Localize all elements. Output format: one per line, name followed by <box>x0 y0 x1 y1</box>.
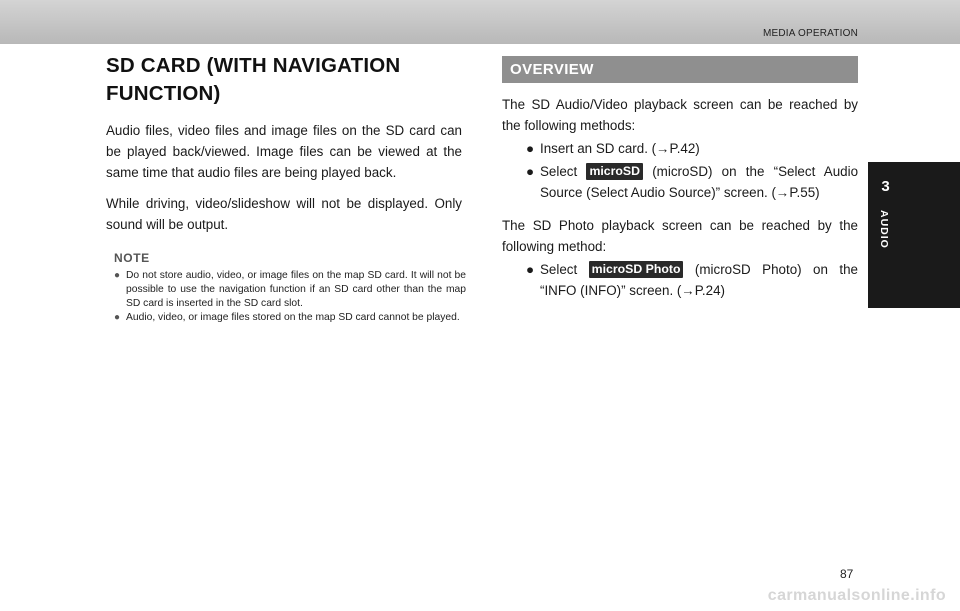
list-item-suffix: (microSD) on the “Select Audio Source (Select Audio Source)” screen. (→P.55) <box>540 163 859 200</box>
bullet-icon: ● <box>526 141 535 156</box>
page-title <box>106 52 462 108</box>
intro-paragraph: Audio files, video files and image files on the SD card can be played back/viewed. Image files can be viewed at the same time that audio files are being played back. <box>106 123 462 180</box>
list-item-prefix: Select <box>540 163 587 179</box>
list-item <box>526 259 858 302</box>
note-box <box>106 251 466 325</box>
chapter-label: AUDIO <box>878 210 890 249</box>
list-item <box>526 161 858 204</box>
note-item-text: Audio, video, or image files stored on the map SD card cannot be played. <box>126 312 460 324</box>
driving-paragraph: While driving, video/slideshow will not be displayed. Only sound will be output. <box>106 196 462 232</box>
note-item <box>114 311 466 325</box>
bullet-icon: ● <box>114 270 121 281</box>
left-column <box>106 52 466 326</box>
section-title: MEDIA OPERATION <box>762 28 858 39</box>
av-methods-paragraph: The SD Audio/Video playback screen can be reached by the following methods: <box>502 97 858 133</box>
right-column <box>502 56 858 303</box>
note-item-text: Do not store audio, video, or image files on the map SD card. It will not be possible to use the navigation function if an SD card other than the map SD card is inserted in the SD card slot. <box>126 270 466 309</box>
list-item <box>526 138 858 160</box>
microsd-photo-button[interactable]: microSD Photo <box>589 261 684 278</box>
page-title-line-2: FUNCTION) <box>106 82 221 105</box>
watermark: carmanualsonline.info <box>767 587 946 604</box>
list-item-prefix: Select <box>540 261 589 277</box>
chapter-tab[interactable] <box>868 162 960 308</box>
bullet-icon: ● <box>526 163 535 179</box>
photo-method-paragraph: The SD Photo playback screen can be reached by the following method: <box>502 217 858 254</box>
av-methods-list <box>502 138 858 204</box>
bullet-icon: ● <box>526 261 535 277</box>
chapter-number: 3 <box>881 178 890 195</box>
list-item-suffix: (microSD Photo) on the “INFO (INFO)” screen. (→P.24) <box>540 261 858 298</box>
note-heading: NOTE <box>114 251 150 265</box>
overview-header: OVERVIEW <box>502 56 858 83</box>
list-item-text: Insert an SD card. (→P.42) <box>540 141 700 156</box>
bullet-icon: ● <box>114 312 121 324</box>
page-title-line-1: SD CARD (WITH NAVIGATION <box>106 54 401 77</box>
photo-methods-list <box>502 259 858 302</box>
note-item <box>114 269 466 310</box>
page-number: 87 <box>840 567 854 581</box>
microsd-button[interactable]: microSD <box>586 163 643 180</box>
